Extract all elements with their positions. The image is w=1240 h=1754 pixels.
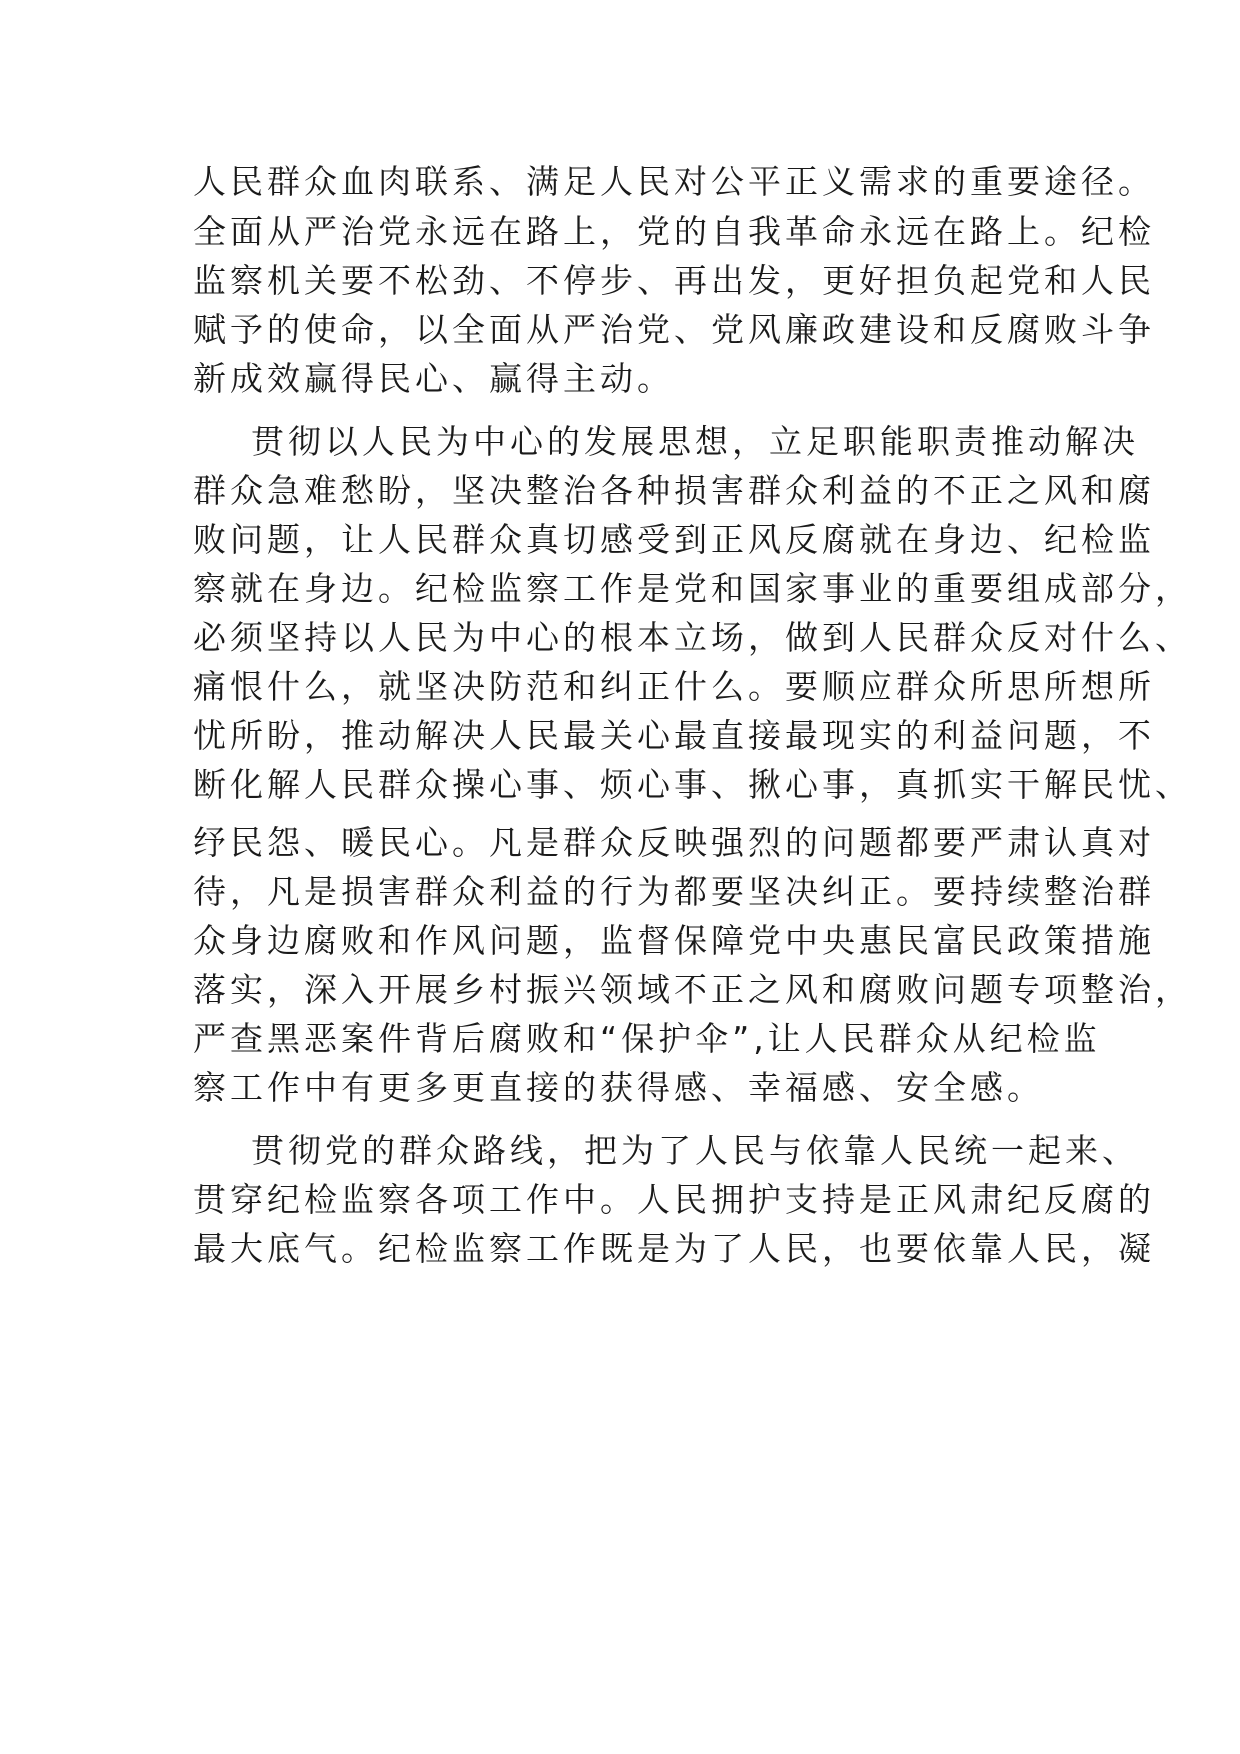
text-line: 落实，深入开展乡村振兴领域不正之风和腐败问题专项整治， bbox=[193, 970, 1192, 1009]
text-line: 败问题，让人民群众真切感受到正风反腐就在身边、纪检监 bbox=[193, 520, 1155, 559]
text-line: 断化解人民群众操心事、烦心事、揪心事，真抓实干解民忧、 bbox=[193, 765, 1192, 804]
text-line: 察就在身边。纪检监察工作是党和国家事业的重要组成部分， bbox=[193, 569, 1192, 608]
paragraph-1 bbox=[193, 158, 1155, 403]
text-line: 纾民怨、暖民心。凡是群众反映强烈的问题都要严肃认真对 bbox=[193, 823, 1155, 862]
text-line: 待，凡是损害群众利益的行为都要坚决纠正。要持续整治群 bbox=[193, 872, 1155, 911]
text-line: 贯穿纪检监察各项工作中。人民拥护支持是正风肃纪反腐的 bbox=[193, 1180, 1155, 1219]
text-line: 贯彻以人民为中心的发展思想，立足职能职责推动解决 bbox=[251, 422, 1139, 461]
text-line: 贯彻党的群众路线，把为了人民与依靠人民统一起来、 bbox=[251, 1131, 1139, 1170]
paragraph-2 bbox=[193, 418, 1192, 1112]
text-line: 众身边腐败和作风问题，监督保障党中央惠民富民政策措施 bbox=[193, 921, 1155, 960]
paragraph-3 bbox=[193, 1127, 1155, 1273]
text-line: 忧所盼，推动解决人民最关心最直接最现实的利益问题，不 bbox=[193, 716, 1155, 755]
text-line: 察工作中有更多更直接的获得感、幸福感、安全感。 bbox=[193, 1068, 1044, 1107]
text-line: 人民群众血肉联系、满足人民对公平正义需求的重要途径。 bbox=[193, 162, 1155, 201]
text-line: 必须坚持以人民为中心的根本立场，做到人民群众反对什么、 bbox=[193, 618, 1192, 657]
text-line: 赋予的使命，以全面从严治党、党风廉政建设和反腐败斗争 bbox=[193, 310, 1155, 349]
document-body bbox=[193, 158, 1192, 1273]
text-line: 全面从严治党永远在路上，党的自我革命永远在路上。纪检 bbox=[193, 212, 1155, 251]
text-line: 最大底气。纪检监察工作既是为了人民，也要依靠人民，凝 bbox=[193, 1229, 1155, 1268]
text-line: 群众急难愁盼，坚决整治各种损害群众利益的不正之风和腐 bbox=[193, 471, 1155, 510]
text-line: 新成效赢得民心、赢得主动。 bbox=[193, 359, 674, 398]
text-line: 痛恨什么，就坚决防范和纠正什么。要顺应群众所思所想所 bbox=[193, 667, 1155, 706]
text-line: 严查黑恶案件背后腐败和“保护伞”,让人民群众从纪检监 bbox=[193, 1019, 1101, 1058]
text-line: 监察机关要不松劲、不停步、再出发，更好担负起党和人民 bbox=[193, 261, 1155, 300]
